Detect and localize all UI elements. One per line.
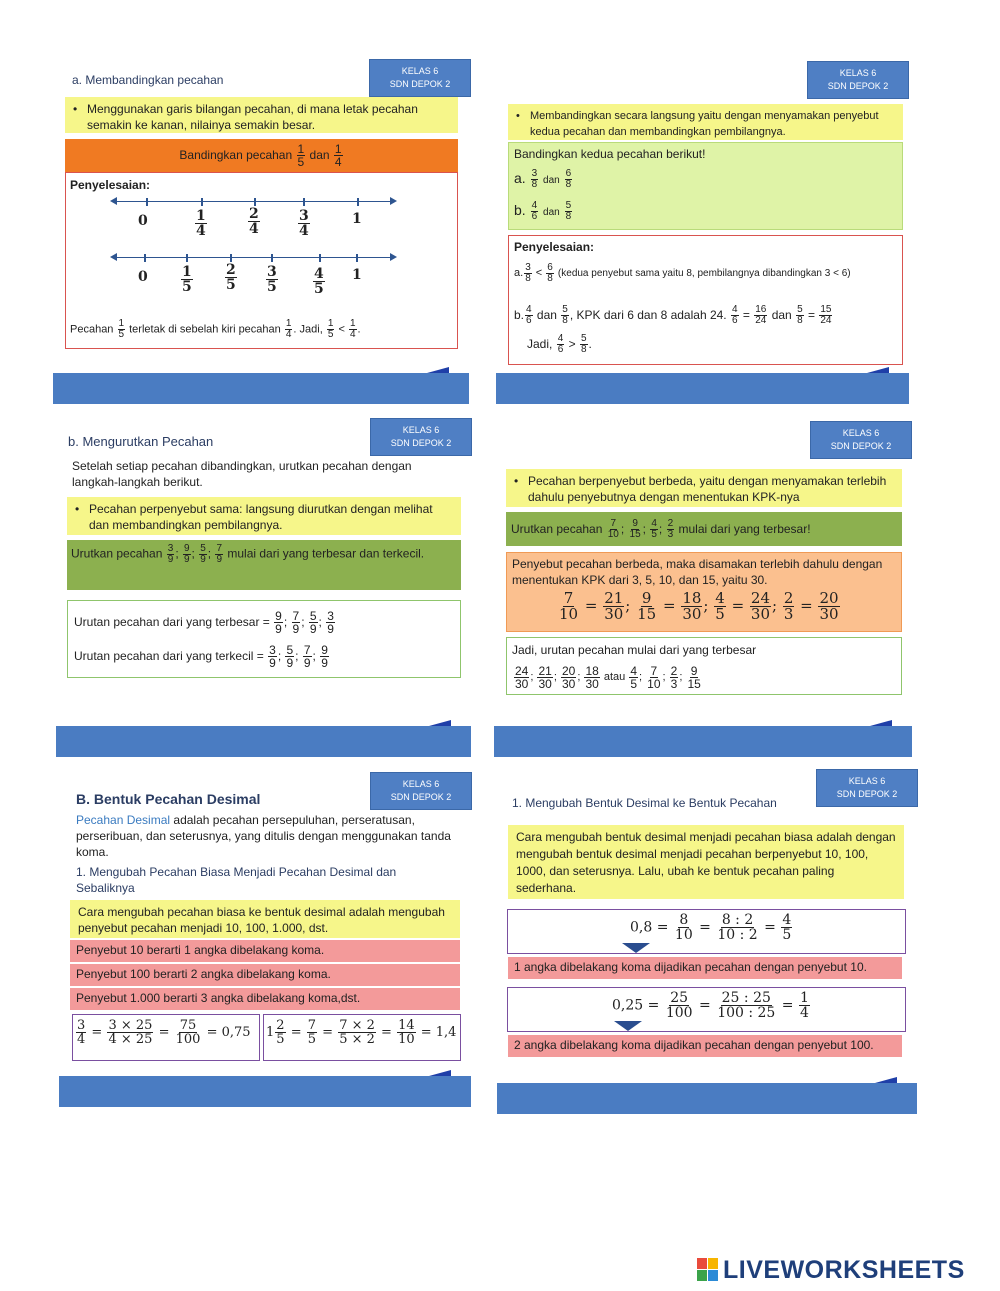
slide4-equations: $\frac{7}{10}$ = $\frac{21}{30}$ ; $\frac{9}{15}$ = $\frac{18}{30}$ ; $\frac{4}{5}$ = $\frac{24}{30}$ ; $\frac{2}{3}$ = $\frac{20}{30}$ [559, 589, 839, 623]
slide3-result-box: Urutan pecahan dari yang terbesar = $\frac{9}{9}$ ; $\frac{7}{9}$ ; $\frac{5}{9}$ ; $\frac{3}{9}$ Urutan pecahan dari yang terkecil = $\frac{3}{9}$ ; $\frac{5}{9}$ ; $\frac{7}{9}$ ; $\frac{9}{9}$ [67, 600, 461, 678]
slide2-solution-box: Penyelesaian: a. $\frac{3}{8}$ < $\frac{6}{8}$ (kedua penyebut sama yaitu 8, pembilangnya dibandingkan 3 < 6) b. $\frac{4}{6}$ dan $\frac{5}{8}$ , KPK dari 6 dan 8 adalah 24. $\frac{4}{6}$ = $\frac{16}{24}$ dan $\frac{5}{8}$ = $\frac{15}{24}$ Jadi, $\frac{4}{6}$ > $\frac{5}{8}$ . [508, 235, 903, 365]
slide5-bar1: Penyebut 10 berarti 1 angka dibelakang koma. [70, 940, 460, 962]
slide1-conclusion: Pecahan $\frac{1}{5}$ terletak di sebelah kiri pecahan $\frac{1}{4}$ . Jadi, $\frac{1}{5}$ < $\frac{1}{4}$ . [70, 318, 361, 340]
nl-label: $\frac{1}{5}$ [182, 264, 192, 295]
slide4-note: • Pecahan berpenyebut berbeda, yaitu dengan menyamakan terlebih dahulu penyebutnya dengan menentukan KPK-nya [506, 469, 902, 507]
task-a: a. $\frac{3}{8}$ dan $\frac{6}{8}$ [514, 167, 572, 190]
nl-label: $\frac{3}{4}$ [299, 208, 309, 239]
nl-label: 0 [138, 269, 148, 285]
number-line-quarters [116, 201, 391, 202]
class-badge: KELAS 6 SDN DEPOK 2 [370, 418, 472, 456]
slide3-footer [56, 726, 471, 757]
nl-label: 1 [352, 211, 362, 227]
sol-a: a. $\frac{3}{8}$ < $\frac{6}{8}$ (kedua penyebut sama yaitu 8, pembilangnya dibandingkan 3 < 6) [514, 261, 851, 284]
slide5-note: Cara mengubah pecahan biasa ke bentuk desimal adalah mengubah penyebut pecahan menjadi 10, 100, 1.000, dst. [70, 900, 460, 938]
brand-logo-icon [697, 1258, 719, 1282]
slide2-task-box: Bandingkan kedua pecahan berikut! a. $\frac{3}{8}$ dan $\frac{6}{8}$ b. $\frac{4}{6}$ dan $\frac{5}{8}$ [508, 142, 903, 230]
slide2-footer [496, 373, 909, 404]
slide5-subtitle: 1. Mengubah Pecahan Biasa Menjadi Pecahan Desimal dan Sebaliknya [76, 865, 397, 895]
fraction: $\frac{1}{4}$ [334, 142, 342, 170]
slide5-example1: $\frac{3}{4}$ = $\frac{3 \times 25}{4 \times 25}$ = $\frac{75}{100}$ = 0,75 [72, 1014, 260, 1061]
slide4-result-box: Jadi, urutan pecahan mulai dari yang terbesar $\frac{24}{30}$ ; $\frac{21}{30}$ ; $\frac{20}{30}$ ; $\frac{18}{30}$ atau $\frac{4}{5}$ ; $\frac{7}{10}$ ; $\frac{2}{3}$ ; $\frac{9}{15}$ [506, 637, 902, 695]
arrow-down-icon [622, 943, 650, 953]
arrow-down-icon [614, 1021, 642, 1031]
slide1-title: a. Membandingkan pecahan [72, 73, 224, 87]
sol-jadi: Jadi, $\frac{4}{6}$ > $\frac{5}{8}$ . [527, 333, 592, 356]
class-badge: KELAS 6 SDN DEPOK 2 [810, 421, 912, 459]
number-line-fifths [116, 257, 391, 258]
nl-label: $\frac{4}{5}$ [314, 266, 324, 297]
nl-label: $\frac{2}{4}$ [249, 206, 259, 237]
class-badge: KELAS 6 SDN DEPOK 2 [369, 59, 471, 97]
slide3-task-box: Urutkan pecahan $\frac{3}{9}$ ; $\frac{9}{9}$ ; $\frac{5}{9}$ ; $\frac{7}{9}$ mulai dari yang terbesar dan terkecil. [67, 540, 461, 590]
slide3-title: b. Mengurutkan Pecahan [68, 434, 214, 449]
slide4-task-box: Urutkan pecahan $\frac{7}{10}$ ; $\frac{9}{15}$ ; $\frac{4}{5}$ ; $\frac{2}{3}$ mulai dari yang terbesar! [506, 512, 902, 546]
task-b: b. $\frac{4}{6}$ dan $\frac{5}{8}$ [514, 199, 572, 222]
slide1-note: • Menggunakan garis bilangan pecahan, di mana letak pecahan semakin ke kanan, nilainya semakin besar. [65, 97, 458, 133]
slide6-example1: 0,8 = $\frac{8}{10}$ = $\frac{8 : 2}{10 : 2}$ = $\frac{4}{5}$ [507, 909, 906, 954]
slide1-footer [53, 373, 469, 404]
slide5-definition: Pecahan Desimal adalah pecahan persepuluhan, perseratusan, perseribuan, dan seterusnya, yang ditulis dengan menggunakan tanda koma. [76, 813, 451, 859]
slide6-title: 1. Mengubah Bentuk Desimal ke Bentuk Pecahan [512, 796, 777, 810]
slide6-bar2: 2 angka dibelakang koma dijadikan pecahan dengan penyebut 100. [508, 1035, 902, 1057]
fraction: $\frac{1}{5}$ [297, 142, 305, 170]
nl-label: 1 [352, 267, 362, 283]
nl-label: $\frac{2}{5}$ [226, 262, 236, 293]
slide4-footer [494, 726, 912, 757]
solution-label: Penyelesaian: [70, 178, 151, 192]
slide6-footer [497, 1083, 917, 1114]
slide1-orange-banner: Bandingkan pecahan $\frac{1}{5}$ dan $\frac{1}{4}$ [65, 139, 458, 172]
nl-label: $\frac{3}{5}$ [267, 264, 277, 295]
class-badge: KELAS 6 SDN DEPOK 2 [370, 772, 472, 810]
brand-name[interactable]: LIVEWORKSHEETS [723, 1256, 965, 1284]
nl-label: 0 [138, 213, 148, 229]
slide5-title: B. Bentuk Pecahan Desimal [76, 791, 261, 807]
sol-b: b. $\frac{4}{6}$ dan $\frac{5}{8}$ , KPK dari 6 dan 8 adalah 24. $\frac{4}{6}$ = $\frac{16}{24}$ dan $\frac{5}{8}$ = $\frac{15}{24}$ [514, 304, 832, 327]
slide5-bar2: Penyebut 100 berarti 2 angka dibelakang koma. [70, 964, 460, 986]
slide2-note: • Membandingkan secara langsung yaitu dengan menyamakan penyebut kedua pecahan dan membandingkan pembilangnya. [508, 104, 903, 140]
class-badge: KELAS 6 SDN DEPOK 2 [816, 769, 918, 807]
slide6-example2: 0,25 = $\frac{25}{100}$ = $\frac{25 : 25}{100 : 25}$ = $\frac{1}{4}$ [507, 987, 906, 1032]
slide5-bar3: Penyebut 1.000 berarti 3 angka dibelakang koma,dst. [70, 988, 460, 1010]
slide4-explain-box: Penyebut pecahan berbeda, maka disamakan terlebih dahulu dengan menentukan KPK dari 3, 5, 10, dan 15, yaitu 30. $\frac{7}{10}$ = $\frac{21}{30}$ ; $\frac{9}{15}$ = $\frac{18}{30}$ ; $\frac{4}{5}$ = $\frac{24}{30}$ ; $\frac{2}{3}$ = $\frac{20}{30}$ [506, 552, 902, 632]
slide5-example2: 1 $\frac{2}{5}$ = $\frac{7}{5}$ = $\frac{7 \times 2}{5 \times 2}$ = $\frac{14}{10}$ = 1,4 [263, 1014, 461, 1061]
class-badge: KELAS 6 SDN DEPOK 2 [807, 61, 909, 99]
nl-label: $\frac{1}{4}$ [196, 208, 206, 239]
slide1-solution-box [65, 172, 458, 349]
slide5-footer [59, 1076, 471, 1107]
slide3-note: • Pecahan perpenyebut sama: langsung diurutkan dengan melihat dan membandingkan pembilangnya. [67, 497, 461, 535]
slide6-note: Cara mengubah bentuk desimal menjadi pecahan biasa adalah dengan mengubah bentuk desimal menjadi pecahan berpenyebut 10, 100, 1000, dan seterusnya. Lalu, ubah ke bentuk pecahan paling sederhana. [508, 825, 904, 899]
slide6-bar1: 1 angka dibelakang koma dijadikan pecahan dengan penyebut 10. [508, 957, 902, 979]
slide3-intro: Setelah setiap pecahan dibandingkan, urutkan pecahan dengan langkah-langkah berikut. [72, 459, 412, 489]
